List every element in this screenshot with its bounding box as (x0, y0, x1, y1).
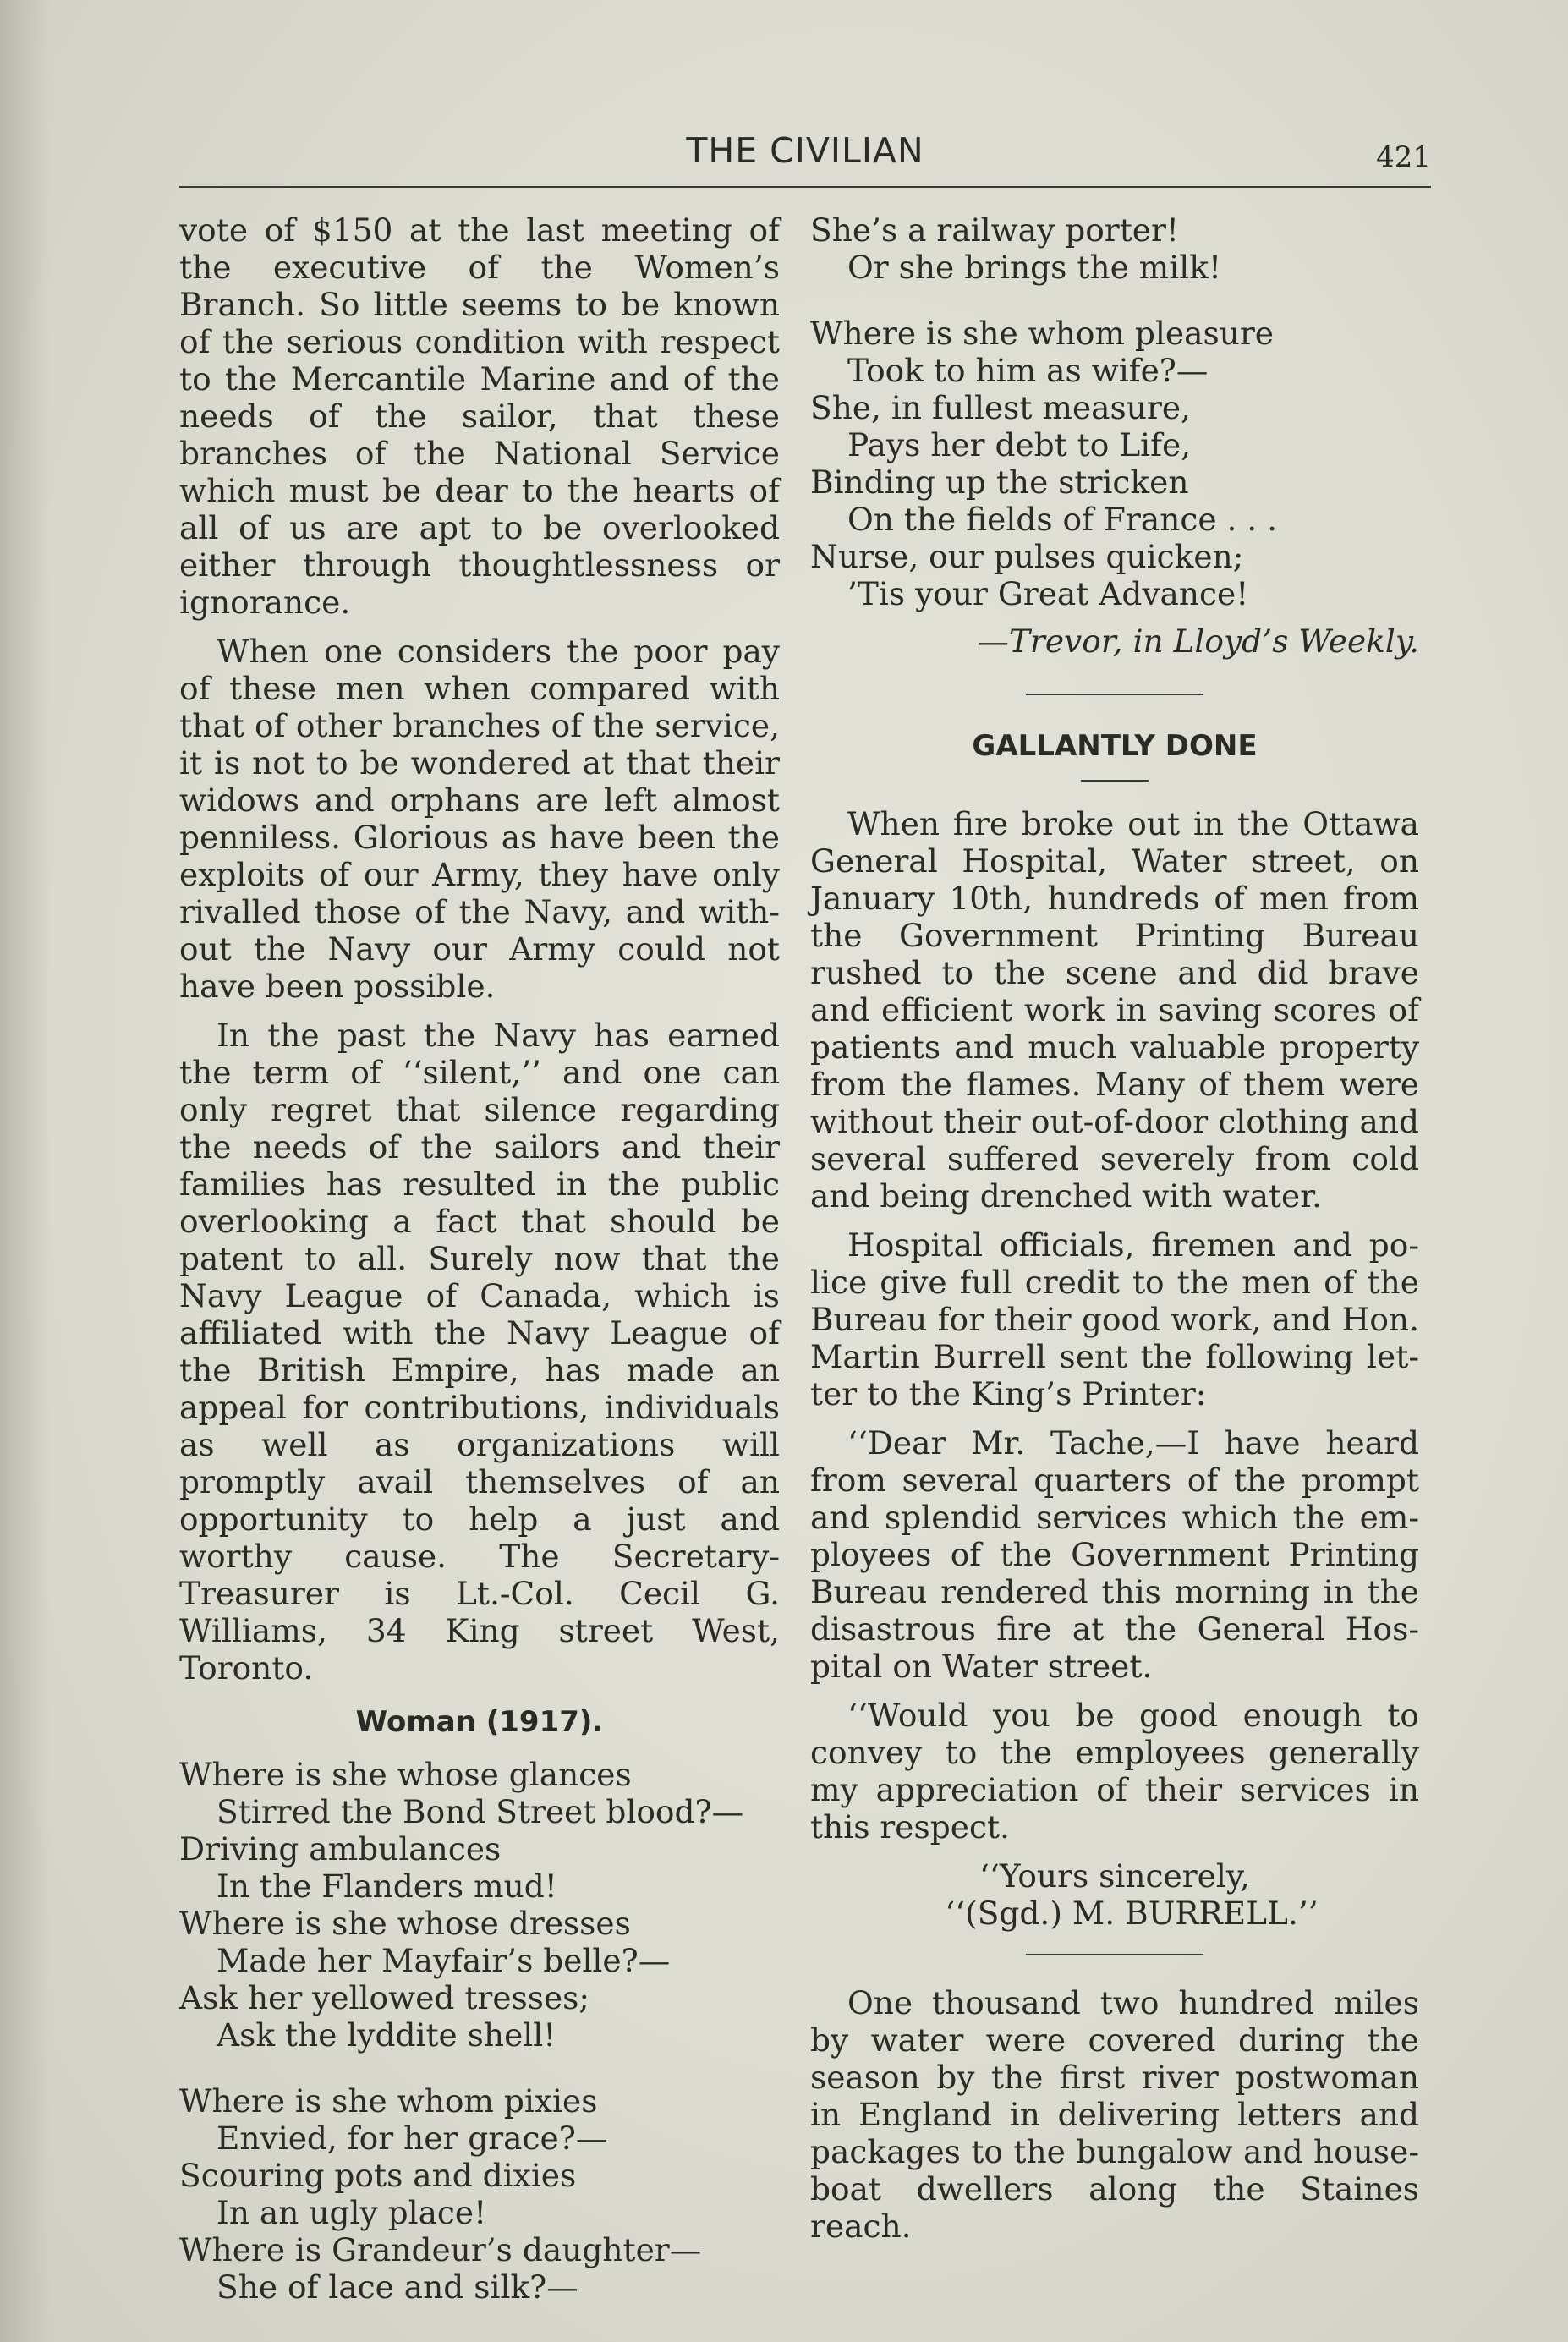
poem-stanza (179, 1756, 780, 2054)
paragraph: Hospital officials, firemen and police give full credit to the men of the Bureau for their good work, and Hon. Martin Burrell sent the following letter to the King’s Printer: (810, 1226, 1419, 1412)
paragraph: When one considers the poor pay of these men when compared with that of other branches of the service, it is not to be wondered at that their widows and orphans are left almost penniless. Glorious as have been the exploits of our Army, they have only rivalled those of the Navy, and without the Navy our Army could not have been possible. (179, 633, 780, 1005)
paragraph: One thousand two hundred miles by water were covered during the season by the first river postwoman in England in delivering letters and packages to the bungalow and houseboat dwellers along the Staines reach. (810, 1984, 1419, 2245)
poem-line: Scouring pots and dixies (179, 2157, 577, 2194)
poem-title: Woman (1917). (355, 1705, 604, 1739)
left-column (179, 211, 780, 2306)
letter-closing: ‘‘Yours sincerely, (979, 1857, 1250, 1895)
poem-line: Binding up the stricken (810, 463, 1189, 501)
poem-line: On the fields of France . . . (847, 501, 1278, 538)
right-column (810, 211, 1419, 2257)
poem-line: Envied, for her grace?— (217, 2120, 608, 2157)
poem-line: Stirred the Bond Street blood?— (217, 1793, 744, 1830)
poem-line: She of lace and silk?— (217, 2268, 578, 2306)
poem-line: Or she brings the milk! (847, 249, 1222, 286)
poem-stanza (810, 315, 1419, 612)
poem-line: Where is she whom pixies (179, 2082, 598, 2120)
poem-line: Nurse, our pulses quicken; (810, 538, 1244, 575)
poem-line: Ask her yellowed tresses; (179, 1979, 590, 2016)
paragraph: In the past the Navy has earned the term of ‘‘silent,’’ and one can only regret that silence regarding the needs of the sailors and their families has resulted in the public overlooking a fact that should be patent to all. Surely now that the Navy League of Canada, which is affiliated with the Navy League of the British Empire, has made an appeal for contributions, individuals as well as organizations will promptly avail themselves of an opportunity to help a just and worthy cause. The Secretary-Treasurer is Lt.-Col. Cecil G. Williams, 34 King street West, Toronto. (179, 1017, 780, 1687)
binding-shadow (0, 0, 51, 2342)
header-rule (179, 186, 1431, 188)
poem-line: ’Tis your Great Advance! (847, 575, 1249, 612)
poem-line: She’s a railway porter! (810, 211, 1179, 249)
poem-line: She, in fullest measure, (810, 389, 1191, 426)
page-number: 421 (1376, 140, 1431, 174)
poem-line: Pays her debt to Life, (847, 426, 1192, 463)
letter-signature: ‘‘(Sgd.) M. BURRELL.’’ (945, 1895, 1319, 1932)
paragraph: When fire broke out in the Ottawa General Hospital, Water street, on January 10th, hundreds of men from the Government Printing Bureau rushed to the scene and did brave and efficient work in saving scores of patients and much valuable property from the flames. Many of them were without their out-of-door clothing and several suffered severely from cold and being drenched with water. (810, 805, 1419, 1215)
paragraph: vote of $150 at the last meeting of the executive of the Women’s Branch. So little seems to be known of the serious condition with respect to the Mercantile Marine and of the needs of the sailor, that these branches of the National Service which must be dear to the hearts of all of us are apt to be overlooked either through thoughtlessness or ignorance. (179, 211, 780, 621)
poem-line: Where is Grandeur’s daughter— (179, 2231, 702, 2268)
poem-line: Ask the lyddite shell! (217, 2016, 556, 2054)
poem-stanza (179, 2082, 780, 2306)
poem-line: Where is she whose dresses (179, 1905, 631, 1942)
paragraph: ‘‘Would you be good enough to convey to the employees generally my appreciation of their services in this respect. (810, 1697, 1419, 1846)
section-divider (1026, 694, 1203, 695)
poem-line: Took to him as wife?— (847, 352, 1209, 389)
publication-title: THE CIVILIAN (686, 130, 924, 171)
poem-line: Where is she whose glances (179, 1756, 632, 1793)
title-underline (1081, 780, 1149, 782)
article-title: GALLANTLY DONE (972, 729, 1258, 763)
poem-line: Where is she whom pleasure (810, 315, 1274, 352)
running-header (179, 125, 1431, 184)
poem (179, 1756, 780, 2306)
paragraph: ‘‘Dear Mr. Tache,—I have heard from several quarters of the prompt and splendid services which the employees of the Government Printing Bureau rendered this morning in the disastrous fire at the General Hospital on Water street. (810, 1424, 1419, 1685)
poem-line: In the Flanders mud! (217, 1868, 557, 1905)
poem-continued (810, 211, 1419, 286)
poem-line: Made her Mayfair’s belle?— (217, 1942, 671, 1979)
poem-line: Driving ambulances (179, 1830, 502, 1868)
poem-attribution: —Trevor, in Lloyd’s Weekly. (977, 623, 1419, 660)
poem-line: In an ugly place! (217, 2194, 487, 2231)
section-divider (1026, 1954, 1203, 1955)
